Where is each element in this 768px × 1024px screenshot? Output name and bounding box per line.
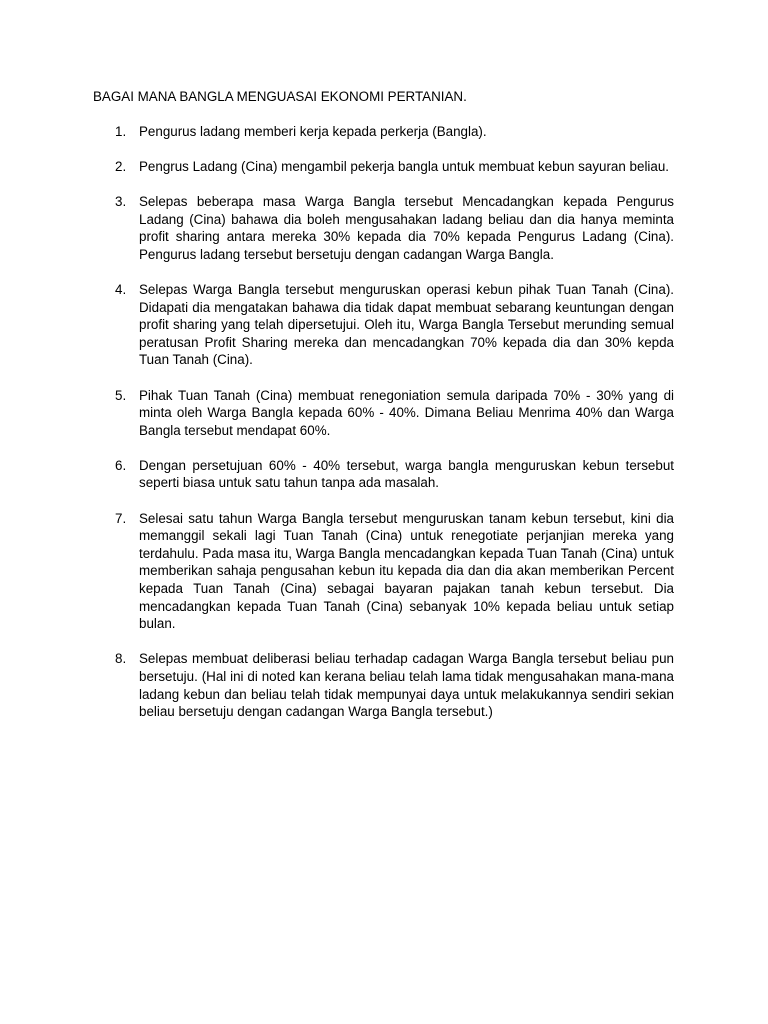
list-item: [93, 158, 674, 176]
list-item-text: Pihak Tuan Tanah (Cina) membuat renegoniation semula daripada 70% - 30% yang di minta oleh Warga Bangla kepada 60% - 40%. Dimana Beliau Menrima 40% dan Warga Bangla tersebut mendapat 60%.: [139, 387, 674, 438]
list-item-number: 2.: [115, 158, 127, 174]
list-item: [93, 281, 674, 369]
list-item-text: Selepas membuat deliberasi beliau terhadap cadagan Warga Bangla tersebut beliau pun bersetuju. (Hal ini di noted kan kerana beliau telah lama tidak mengusahakan mana-mana ladang kebun dan beliau telah tidak mempunyai daya untuk melakukannya sendiri sekian beliau bersetuju dengan cadangan Warga Bangla tersebut.): [139, 651, 674, 720]
list-item-number: 7.: [115, 510, 127, 526]
list-item-number: 1.: [115, 123, 127, 139]
list-item: [93, 123, 674, 141]
list-item-text: Pengrus Ladang (Cina) mengambil pekerja bangla untuk membuat kebun sayuran beliau.: [139, 158, 670, 174]
list-item-number: 5.: [115, 387, 127, 403]
list-item-text: Pengurus ladang memberi kerja kepada perkerja (Bangla).: [139, 123, 487, 139]
list-item-number: 3.: [115, 193, 127, 209]
list-item: [93, 387, 674, 440]
list-item: [93, 510, 674, 633]
numbered-list: [93, 123, 674, 721]
list-item-text: Selepas Warga Bangla tersebut menguruskan operasi kebun pihak Tuan Tanah (Cina). Didapati dia mengatakan bahawa dia tidak dapat membuat sebarang keuntungan dengan profit sharing yang telah dipersetujui. Oleh itu, Warga Bangla Tersebut merunding semual peratusan Profit Sharing mereka dan mencadangkan 70% kepada dia dan 30% kepda Tuan Tanah (Cina).: [139, 281, 674, 368]
list-item: [93, 650, 674, 720]
list-item-number: 4.: [115, 281, 127, 297]
list-item-number: 8.: [115, 651, 127, 667]
list-item-text: Selepas beberapa masa Warga Bangla tersebut Mencadangkan kepada Pengurus Ladang (Cina) bahawa dia boleh mengusahakan ladang beliau dan dia hanya meminta profit sharing antara mereka 30% kepada dia 70% kepada Pengurus Ladang (Cina). Pengurus ladang tersebut bersetuju dengan cadangan Warga Bangla.: [139, 193, 674, 262]
document-title: BAGAI MANA BANGLA MENGUASAI EKONOMI PERTANIAN.: [93, 89, 467, 104]
list-item: [93, 193, 674, 263]
list-item-text: Dengan persetujuan 60% - 40% tersebut, warga bangla menguruskan kebun tersebut seperti biasa untuk satu tahun tanpa ada masalah.: [139, 457, 674, 491]
list-item-number: 6.: [115, 457, 127, 473]
list-item-text: Selesai satu tahun Warga Bangla tersebut menguruskan tanam kebun tersebut, kini dia memanggil sekali lagi Tuan Tanah (Cina) untuk renegotiate perjanjian mereka yang terdahulu. Pada masa itu, Warga Bangla mencadangkan kepada Tuan Tanah (Cina) untuk memberikan sahaja pengusahan kebun itu kepada dia dan dia akan memberikan Percent kepada Tuan Tanah (Cina) sebagai bayaran pajakan tanah kebun tersebut. Dia mencadangkan kepada Tuan Tanah (Cina) sebanyak 10% kepada beliau untuk setiap bulan.: [139, 510, 674, 632]
list-item: [93, 457, 674, 492]
